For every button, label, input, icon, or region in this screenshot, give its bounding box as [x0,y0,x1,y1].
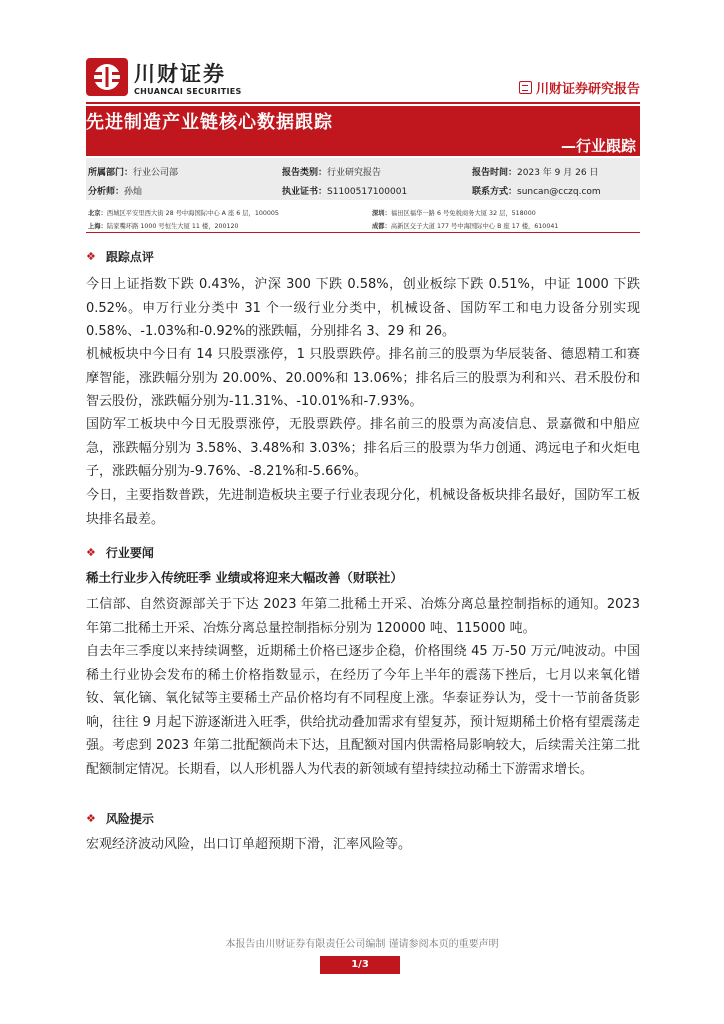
meta-report-time [472,165,598,178]
address-label: 上海： [88,223,107,230]
address-shanghai [88,221,239,230]
title-banner [86,106,640,156]
diamond-bullet-icon: ❖ [86,250,96,263]
address-value: 福田区福华一路 6 号免税商务大厦 32 层，518000 [390,210,536,217]
page-number: 1/3 [320,956,400,974]
meta-value: 2023 年 9 月 26 日 [517,168,599,178]
section-heading-tracking [86,248,154,265]
address-beijing [88,208,279,217]
meta-label: 所属部门： [88,168,134,178]
footer-disclaimer: 本报告由川财证券有限责任公司编制 谨请参阅本页的重要声明 [225,939,499,950]
meta-value: S1100517100001 [327,187,408,197]
section-heading-label: 行业要闻 [105,546,154,560]
meta-value: 行业公司部 [133,168,179,178]
meta-department [88,165,178,178]
diamond-bullet-icon: ❖ [86,546,96,559]
report-brand [519,78,640,97]
address-label: 北京： [88,210,107,217]
meta-certificate [282,184,407,197]
company-name-en: CHUANCAI SECURITIES [134,87,242,96]
meta-analyst [88,184,142,197]
header-divider [86,102,640,104]
section-heading-label: 风险提示 [105,812,154,826]
news-paragraph: 自去年三季度以来持续调整，近期稀土价格已逐步企稳，价格围绕 45 万-50 万元/吨波动。中国稀土行业协会发布的稀土价格指数显示，在经历了今年上半年的震荡下挫后，七月以来氧化镨钕、氧化镝、氧化铽等主要稀土产品价格均有不同程度上涨。华泰证券认为，受十一节前备货影响，往往 9 月起下游逐渐进入旺季，供给扰动叠加需求有望复苏，预计短期稀土价格有望震荡走强。考虑到 2023 年第二批配额尚未下达，且配额对国内供需格局影响较大，后续需关注第二批配额制定情况。长期看，以人形机器人为代表的新领域有望持续拉动稀土下游需求增长。 [86,644,640,777]
address-chengdu [372,221,558,230]
meta-value: 孙灿 [124,187,143,197]
tracking-paragraph: 机械板块中今日有 14 只股票涨停，1 只股票跌停。排名前三的股票为华辰装备、德恩精工和赛摩智能，涨跌幅分别为 20.00%、20.00%和 13.06%；排名后三的股票为利和兴、君禾股份和智云股份，涨跌幅分别为-11.31%、-10.01%和-7.93%。 [86,347,640,409]
section-heading-news [86,544,154,561]
chuancai-logo-icon [86,58,128,96]
company-name-cn: 川财证券 [134,62,226,86]
report-book-icon [519,81,532,94]
address-value: 西城区平安里西大街 28 号中海国际中心 A 座 6 层，100005 [106,210,279,217]
address-label: 深圳： [372,210,391,217]
meta-label: 报告类别： [282,168,328,178]
tracking-paragraph: 国防军工板块中今日无股票涨停，无股票跌停。排名前三的股票为高凌信息、景嘉微和中船应急，涨跌幅分别为 3.58%、3.48%和 3.03%；排名后三的股票为华力创通、鸿远电子和火炬电子，涨跌幅分别为-9.76%、-8.21%和-5.66%。 [86,417,640,479]
report-meta [86,158,640,200]
section-heading-risk [86,810,154,827]
news-headline: 稀土行业步入传统旺季 业绩或将迎来大幅改善（财联社） [86,570,403,585]
contact-email[interactable]: suncan@cczq.com [517,187,601,197]
risk-paragraph: 宏观经济波动风险，出口订单超预期下滑，汇率风险等。 [86,837,412,852]
diamond-bullet-icon: ❖ [86,812,96,825]
office-addresses [86,203,640,233]
meta-label: 分析师： [88,187,125,197]
meta-value: 行业研究报告 [327,168,382,178]
report-header [86,56,640,100]
address-label: 成都： [372,223,391,230]
tracking-paragraph: 今日，主要指数普跌，先进制造板块主要子行业表现分化，机械设备板块排名最好，国防军工板块排名最差。 [86,488,640,527]
meta-label: 执业证书： [282,187,328,197]
report-brand-label: 川财证券研究报告 [535,82,640,97]
address-value: 陆家嘴环路 1000 号恒生大厦 11 楼，200120 [106,223,239,230]
address-value: 高新区交子大道 177 号中海国际中心 B 座 17 楼，610041 [390,223,559,230]
meta-contact [472,184,601,197]
news-paragraph: 工信部、自然资源部关于下达 2023 年第二批稀土开采、冶炼分离总量控制指标的通知。2023 年第二批稀土开采、冶炼分离总量控制指标分别为 120000 吨、115000 吨。 [86,597,640,636]
section-heading-label: 跟踪点评 [105,250,154,264]
address-shenzhen [372,208,536,217]
meta-report-type [282,165,381,178]
report-title: 先进制造产业链核心数据跟踪 [86,112,333,133]
meta-label: 报告时间： [472,168,518,178]
meta-label: 联系方式： [472,187,518,197]
tracking-paragraph: 今日上证指数下跌 0.43%，沪深 300 下跌 0.58%，创业板综下跌 0.51%，中证 1000 下跌 0.52%。申万行业分类中 31 个一级行业分类中，机械设备、国防军工和电力设备分别实现 0.58%、-1.03%和-0.92%的涨跌幅，分别排名 3、29 和 26。 [86,277,640,339]
report-subtitle: —行业跟踪 [560,137,636,155]
